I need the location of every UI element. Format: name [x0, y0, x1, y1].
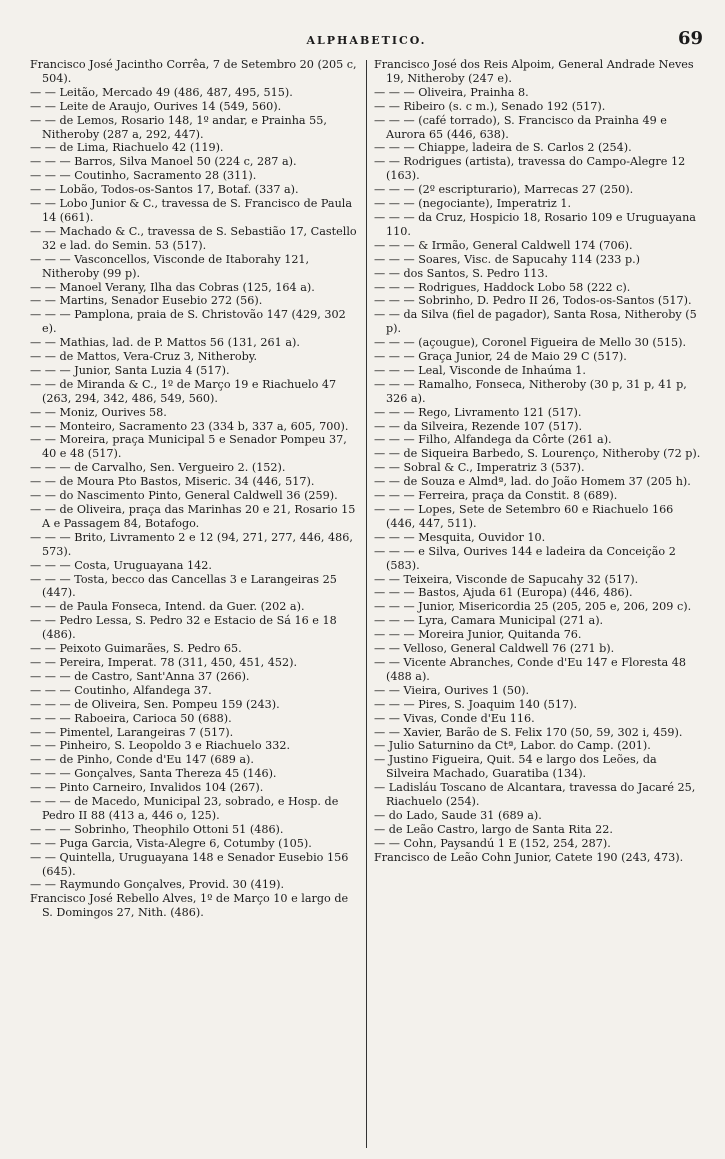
- directory-entry: — — — (negociante), Imperatriz 1.: [374, 197, 572, 211]
- directory-entry: — — Martins, Senador Eusebio 272 (56).: [30, 294, 263, 308]
- directory-entry: — — — Pires, S. Joaquim 140 (517).: [374, 697, 578, 711]
- directory-entry: — — Monteiro, Sacramento 23 (334 b, 337 a, 605, 700).: [30, 419, 349, 433]
- directory-entry: — — Puga Garcia, Vista-Alegre 6, Cotumby (105).: [30, 836, 312, 850]
- directory-entry: — de Leão Castro, largo de Santa Rita 22.: [374, 822, 613, 836]
- directory-entry: — — — de Carvalho, Sen. Vergueiro 2. (152).: [30, 461, 286, 475]
- directory-entry: — do Lado, Saude 31 (689 a).: [374, 808, 542, 822]
- directory-entry: — Ladisláu Toscano de Alcantara, travessa do Jacaré 25, Riachuelo (254).: [374, 781, 696, 809]
- directory-entry: — — de Lemos, Rosario 148, 1º andar, e Prainha 55, Nitheroby (287 a, 292, 447).: [30, 113, 327, 141]
- directory-entry: — — de Souza e Almdª, lad. do João Homem 37 (205 h).: [374, 475, 691, 489]
- directory-entry: — — Lobão, Todos-os-Santos 17, Botaf. (337 a).: [30, 183, 299, 197]
- directory-entry: — — — Leal, Visconde de Inhaúma 1.: [374, 363, 586, 377]
- directory-entry: — — — Oliveira, Prainha 8.: [374, 85, 529, 99]
- directory-entry: — — — Mesquita, Ouvidor 10.: [374, 530, 546, 544]
- directory-entry: — — — Lyra, Camara Municipal (271 a).: [374, 614, 604, 628]
- directory-entry: — — Ribeiro (s. c m.), Senado 192 (517).: [374, 99, 606, 113]
- directory-entry: — — — Gonçalves, Santa Thereza 45 (146).: [30, 767, 277, 781]
- directory-entry: — — — Rego, Livramento 121 (517).: [374, 405, 582, 419]
- directory-entry: — — Teixeira, Visconde de Sapucahy 32 (517).: [374, 572, 639, 586]
- directory-entry: — — — Ferreira, praça da Constit. 8 (689).: [374, 489, 618, 503]
- left-column: [30, 58, 366, 1148]
- directory-entry: — Julio Saturnino da Ctª, Labor. do Camp. (201).: [374, 739, 651, 753]
- directory-entry: — — Vieira, Ourives 1 (50).: [374, 683, 530, 697]
- directory-entry: — — Vicente Abranches, Conde d'Eu 147 e Floresta 48 (488 a).: [374, 655, 686, 683]
- directory-entry: — — Pedro Lessa, S. Pedro 32 e Estacio de Sá 16 e 18 (486).: [30, 614, 337, 642]
- directory-entry: — — — de Castro, Sant'Anna 37 (266).: [30, 669, 250, 683]
- directory-entry: — — Rodrigues (artista), travessa do Campo-Alegre 12 (163).: [374, 155, 686, 183]
- directory-entry: — — Machado & C., travessa de S. Sebastião 17, Castello 32 e lad. do Semin. 53 (517).: [30, 224, 357, 252]
- page-number: 69: [677, 28, 703, 49]
- directory-entry: — — — Coutinho, Alfandega 37.: [30, 683, 212, 697]
- directory-entry: Francisco de Leão Cohn Junior, Catete 190 (243, 473).: [374, 850, 684, 864]
- directory-entry: — — Raymundo Gonçalves, Provid. 30 (419).: [30, 878, 285, 892]
- directory-entry: — — Quintella, Uruguayana 148 e Senador Eusebio 156 (645).: [30, 850, 349, 878]
- directory-entry: — — — Rodrigues, Haddock Lobo 58 (222 c).: [374, 280, 631, 294]
- directory-entry: — — — Barros, Silva Manoel 50 (224 c, 287 a).: [30, 155, 297, 169]
- directory-entry: — — — e Silva, Ourives 144 e ladeira da Conceição 2 (583).: [374, 544, 676, 572]
- directory-entry: — — Sobral & C., Imperatriz 3 (537).: [374, 461, 585, 475]
- directory-entry: — — — de Oliveira, Sen. Pompeu 159 (243).: [30, 697, 280, 711]
- directory-entry: — — Vivas, Conde d'Eu 116.: [374, 711, 535, 725]
- right-column: [367, 58, 703, 1148]
- directory-entry: — — de Siqueira Barbedo, S. Lourenço, Nitheroby (72 p).: [374, 447, 701, 461]
- directory-entry: — — — Pamplona, praia de S. Christovão 147 (429, 302 e).: [30, 308, 346, 336]
- directory-entry: — — do Nascimento Pinto, General Caldwell 36 (259).: [30, 489, 338, 503]
- directory-entry: — — Pereira, Imperat. 78 (311, 450, 451, 452).: [30, 655, 298, 669]
- directory-entry: — — dos Santos, S. Pedro 113.: [374, 266, 549, 280]
- directory-entry: — — Manoel Verany, Ilha das Cobras (125, 164 a).: [30, 280, 315, 294]
- directory-entry: — — de Paula Fonseca, Intend. da Guer. (202 a).: [30, 600, 305, 614]
- directory-entry: — — Peixoto Guimarães, S. Pedro 65.: [30, 642, 242, 656]
- directory-entry: Francisco José Rebello Alves, 1º de Março 10 e largo de S. Domingos 27, Nith. (486).: [30, 892, 349, 920]
- directory-entry: — — — Sobrinho, Theophilo Ottoni 51 (486).: [30, 822, 284, 836]
- directory-entry: — — da Silveira, Rezende 107 (517).: [374, 419, 582, 433]
- page-header: [30, 30, 703, 58]
- directory-entry: — — Moreira, praça Municipal 5 e Senador Pompeu 37, 40 e 48 (517).: [30, 433, 347, 461]
- directory-entry: — — Xavier, Barão de S. Felix 170 (50, 59, 302 i, 459).: [374, 725, 683, 739]
- directory-entry: — — Moniz, Ourives 58.: [30, 405, 167, 419]
- directory-entry: — — da Silva (fiel de pagador), Santa Rosa, Nitheroby (5 p).: [374, 308, 697, 336]
- directory-entry: — — Leitão, Mercado 49 (486, 487, 495, 515).: [30, 85, 293, 99]
- directory-entry: — — — Junior, Misericordia 25 (205, 205 e, 206, 209 c).: [374, 600, 692, 614]
- directory-entry: — — — Bastos, Ajuda 61 (Europa) (446, 486).: [374, 586, 633, 600]
- directory-entry: — — — (2º escripturario), Marrecas 27 (250).: [374, 183, 634, 197]
- directory-entry: — — — da Cruz, Hospicio 18, Rosario 109 e Uruguayana 110.: [374, 210, 696, 238]
- directory-entry: — — Cohn, Paysandú 1 E (152, 254, 287).: [374, 836, 611, 850]
- running-title: ALPHABETICO.: [306, 34, 427, 47]
- directory-entry: — — de Lima, Riachuelo 42 (119).: [30, 141, 224, 155]
- directory-entry: — — — Moreira Junior, Quitanda 76.: [374, 628, 582, 642]
- directory-entry: — — Mathias, lad. de P. Mattos 56 (131, 261 a).: [30, 336, 300, 350]
- directory-entry: — — — & Irmão, General Caldwell 174 (706).: [374, 238, 633, 252]
- directory-entry: — — Lobo Junior & C., travessa de S. Francisco de Paula 14 (661).: [30, 197, 353, 224]
- directory-entry: Francisco José Jacintho Corrêa, 7 de Setembro 20 (205 c, 504).: [30, 58, 357, 85]
- directory-entry: — — — Chiappe, ladeira de S. Carlos 2 (254).: [374, 141, 632, 155]
- directory-entry: — — — Tosta, becco das Cancellas 3 e Larangeiras 25 (447).: [30, 572, 337, 600]
- directory-entry: — — Velloso, General Caldwell 76 (271 b).: [374, 642, 615, 656]
- directory-entry: — — — Junior, Santa Luzia 4 (517).: [30, 363, 230, 377]
- directory-entry: — — de Pinho, Conde d'Eu 147 (689 a).: [30, 753, 254, 767]
- directory-entry: — — Leite de Araujo, Ourives 14 (549, 560).: [30, 99, 282, 113]
- directory-entry: — — — Brito, Livramento 2 e 12 (94, 271, 277, 446, 486, 573).: [30, 530, 353, 558]
- directory-entry: — — de Mattos, Vera-Cruz 3, Nitheroby.: [30, 350, 258, 364]
- directory-entry: — — de Miranda & C., 1º de Março 19 e Riachuelo 47 (263, 294, 342, 486, 549, 560).: [30, 377, 337, 405]
- directory-entry: — — — (café torrado), S. Francisco da Prainha 49 e Aurora 65 (446, 638).: [374, 113, 667, 141]
- directory-entry: — — de Oliveira, praça das Marinhas 20 e 21, Rosario 15 A e Passagem 84, Botafogo.: [30, 503, 356, 530]
- directory-entry: — — — Costa, Uruguayana 142.: [30, 558, 212, 572]
- directory-entry: — — — Vasconcellos, Visconde de Itaborahy 121, Nitheroby (99 p).: [30, 252, 310, 280]
- directory-entry: — — Pimentel, Larangeiras 7 (517).: [30, 725, 234, 739]
- columns: [30, 58, 703, 1148]
- directory-entry: — — — Ramalho, Fonseca, Nitheroby (30 p, 31 p, 41 p, 326 a).: [374, 377, 687, 405]
- directory-entry: — — Pinheiro, S. Leopoldo 3 e Riachuelo 332.: [30, 739, 291, 753]
- directory-entry: — — — Sobrinho, D. Pedro II 26, Todos-os-Santos (517).: [374, 294, 692, 308]
- directory-entry: — — — Lopes, Sete de Setembro 60 e Riachuelo 166 (446, 447, 511).: [374, 503, 674, 530]
- directory-entry: — — — Graça Junior, 24 de Maio 29 C (517).: [374, 350, 627, 364]
- directory-entry: — — Pinto Carneiro, Invalidos 104 (267).: [30, 781, 264, 795]
- directory-entry: — — de Moura Pto Bastos, Miseric. 34 (446, 517).: [30, 475, 315, 489]
- directory-entry: — — — Raboeira, Carioca 50 (688).: [30, 711, 232, 725]
- directory-entry: — — — Coutinho, Sacramento 28 (311).: [30, 169, 257, 183]
- directory-entry: — — — Filho, Alfandega da Côrte (261 a).: [374, 433, 612, 447]
- directory-entry: Francisco José dos Reis Alpoim, General Andrade Neves 19, Nitheroby (247 e).: [374, 58, 694, 85]
- directory-entry: — Justino Figueira, Quit. 54 e largo dos Leões, da Silveira Machado, Guaratiba (134).: [374, 753, 657, 781]
- directory-entry: — — — de Macedo, Municipal 23, sobrado, e Hosp. de Pedro II 88 (413 a, 446 o, 125).: [30, 795, 339, 822]
- directory-entry: — — — Soares, Visc. de Sapucahy 114 (233 p.): [374, 252, 641, 266]
- directory-entry: — — — (açougue), Coronel Figueira de Mello 30 (515).: [374, 336, 687, 350]
